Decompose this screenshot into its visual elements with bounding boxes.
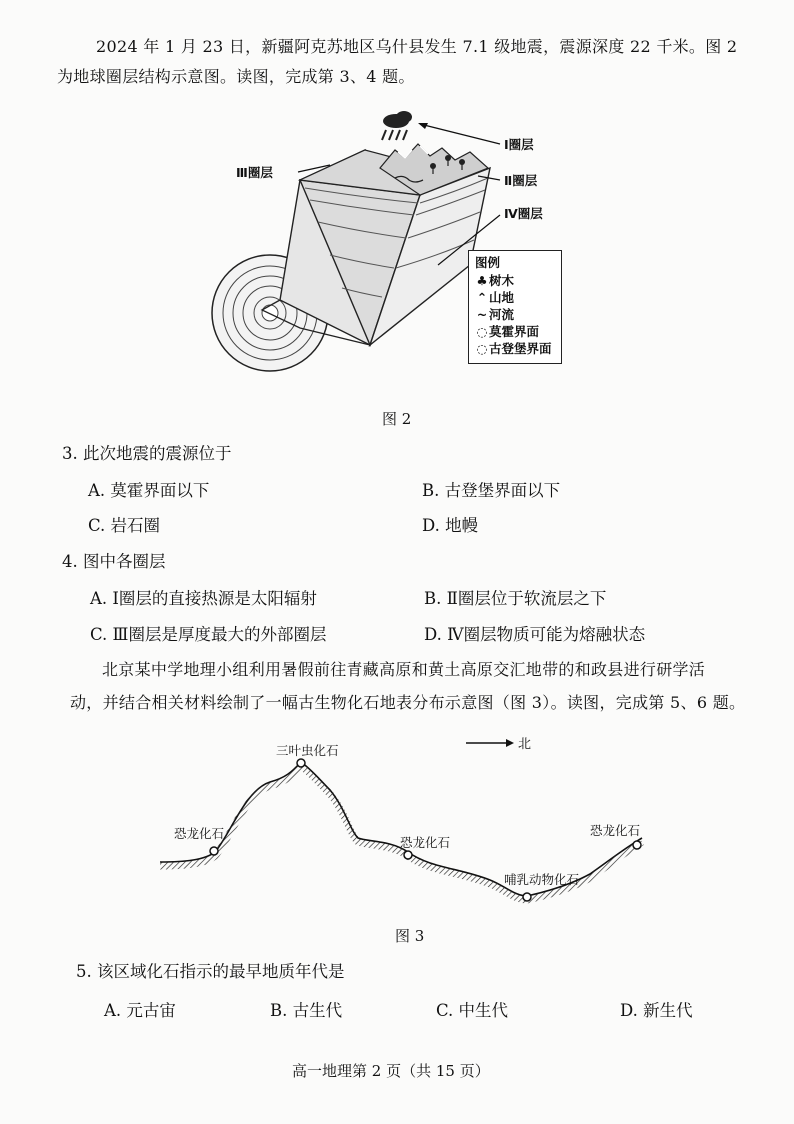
figure-2-caption: 图 2 [382,410,412,428]
q5-stem: 5. 该区域化石指示的最早地质年代是 [76,962,345,981]
legend-item-moho: ◌ 莫霍界面 [476,324,540,339]
q4-option-b[interactable]: B. Ⅱ圈层位于软流层之下 [424,589,607,608]
q4-option-c[interactable]: C. Ⅲ圈层是厚度最大的外部圈层 [90,625,327,644]
label-layer-4: Ⅳ圈层 [504,206,543,221]
fossil-point-mammal [523,893,531,901]
q3-option-d[interactable]: D. 地幔 [422,516,479,535]
label-layer-3: Ⅲ圈层 [236,165,273,180]
intro-line-2: 为地球圈层结构示意图。读图，完成第 3、4 题。 [57,67,415,86]
q5-option-b[interactable]: B. 古生代 [270,1001,343,1020]
legend-title: 图例 [475,255,501,270]
intro-line-1: 2024 年 1 月 23 日，新疆阿克苏地区乌什县发生 7.1 级地震，震源深度 22 千米。图 2 [96,37,738,56]
q3-stem: 3. 此次地震的震源位于 [62,444,232,463]
tree-icon: ♣ [476,273,488,288]
label-dino-right: 恐龙化石 [590,823,641,838]
q4-stem: 4. 图中各圈层 [62,552,166,571]
fossil-point-dino-right [633,841,641,849]
north-label: 北 [518,737,532,752]
gutenberg-boundary-icon: ◌ [476,341,488,356]
label-dino-mid: 恐龙化石 [400,835,451,850]
q5-option-a[interactable]: A. 元古宙 [104,1001,176,1020]
legend [468,250,562,364]
mountain-icon: ⌃ [476,290,488,305]
legend-item-gutenberg: ◌ 古登堡界面 [476,341,552,356]
figure-3-caption: 图 3 [395,927,425,945]
label-layer-2: Ⅱ圈层 [504,173,538,188]
q3-option-b[interactable]: B. 古登堡界面以下 [422,481,561,500]
fossil-point-trilobite [297,759,305,767]
q3-option-c[interactable]: C. 岩石圈 [88,516,161,535]
q5-option-c[interactable]: C. 中生代 [436,1001,509,1020]
label-trilobite: 三叶虫化石 [276,743,339,758]
moho-boundary-icon: ◌ [476,324,488,339]
page-footer: 高一地理第 2 页（共 15 页） [292,1062,490,1080]
river-icon: ~ [476,307,488,322]
q3-option-a[interactable]: A. 莫霍界面以下 [88,481,210,500]
fossil-point-dino-left [210,847,218,855]
fossil-profile-diagram [150,730,670,910]
q4-option-d[interactable]: D. Ⅳ圈层物质可能为熔融状态 [424,625,646,644]
legend-item-river: ~ 河流 [476,307,515,322]
label-layer-1: Ⅰ圈层 [504,137,534,152]
legend-item-mountain: ⌃ 山地 [476,290,515,305]
intro2-line-2: 动，并结合相关材料绘制了一幅古生物化石地表分布示意图（图 3）。读图，完成第 5、6 题。 [70,693,746,712]
figure-2 [200,105,600,405]
legend-item-tree: ♣树木 [476,273,515,288]
label-dino-left: 恐龙化石 [174,826,225,841]
cloud-rain-icon [382,111,412,140]
label-mammal: 哺乳动物化石 [504,872,580,887]
q4-option-a[interactable]: A. Ⅰ圈层的直接热源是太阳辐射 [90,589,317,608]
figure-3 [150,730,670,910]
q5-option-d[interactable]: D. 新生代 [620,1001,693,1020]
fossil-point-dino-mid [404,851,412,859]
intro2-line-1: 北京某中学地理小组利用暑假前往青藏高原和黄土高原交汇地带的和政县进行研学活 [102,660,706,679]
